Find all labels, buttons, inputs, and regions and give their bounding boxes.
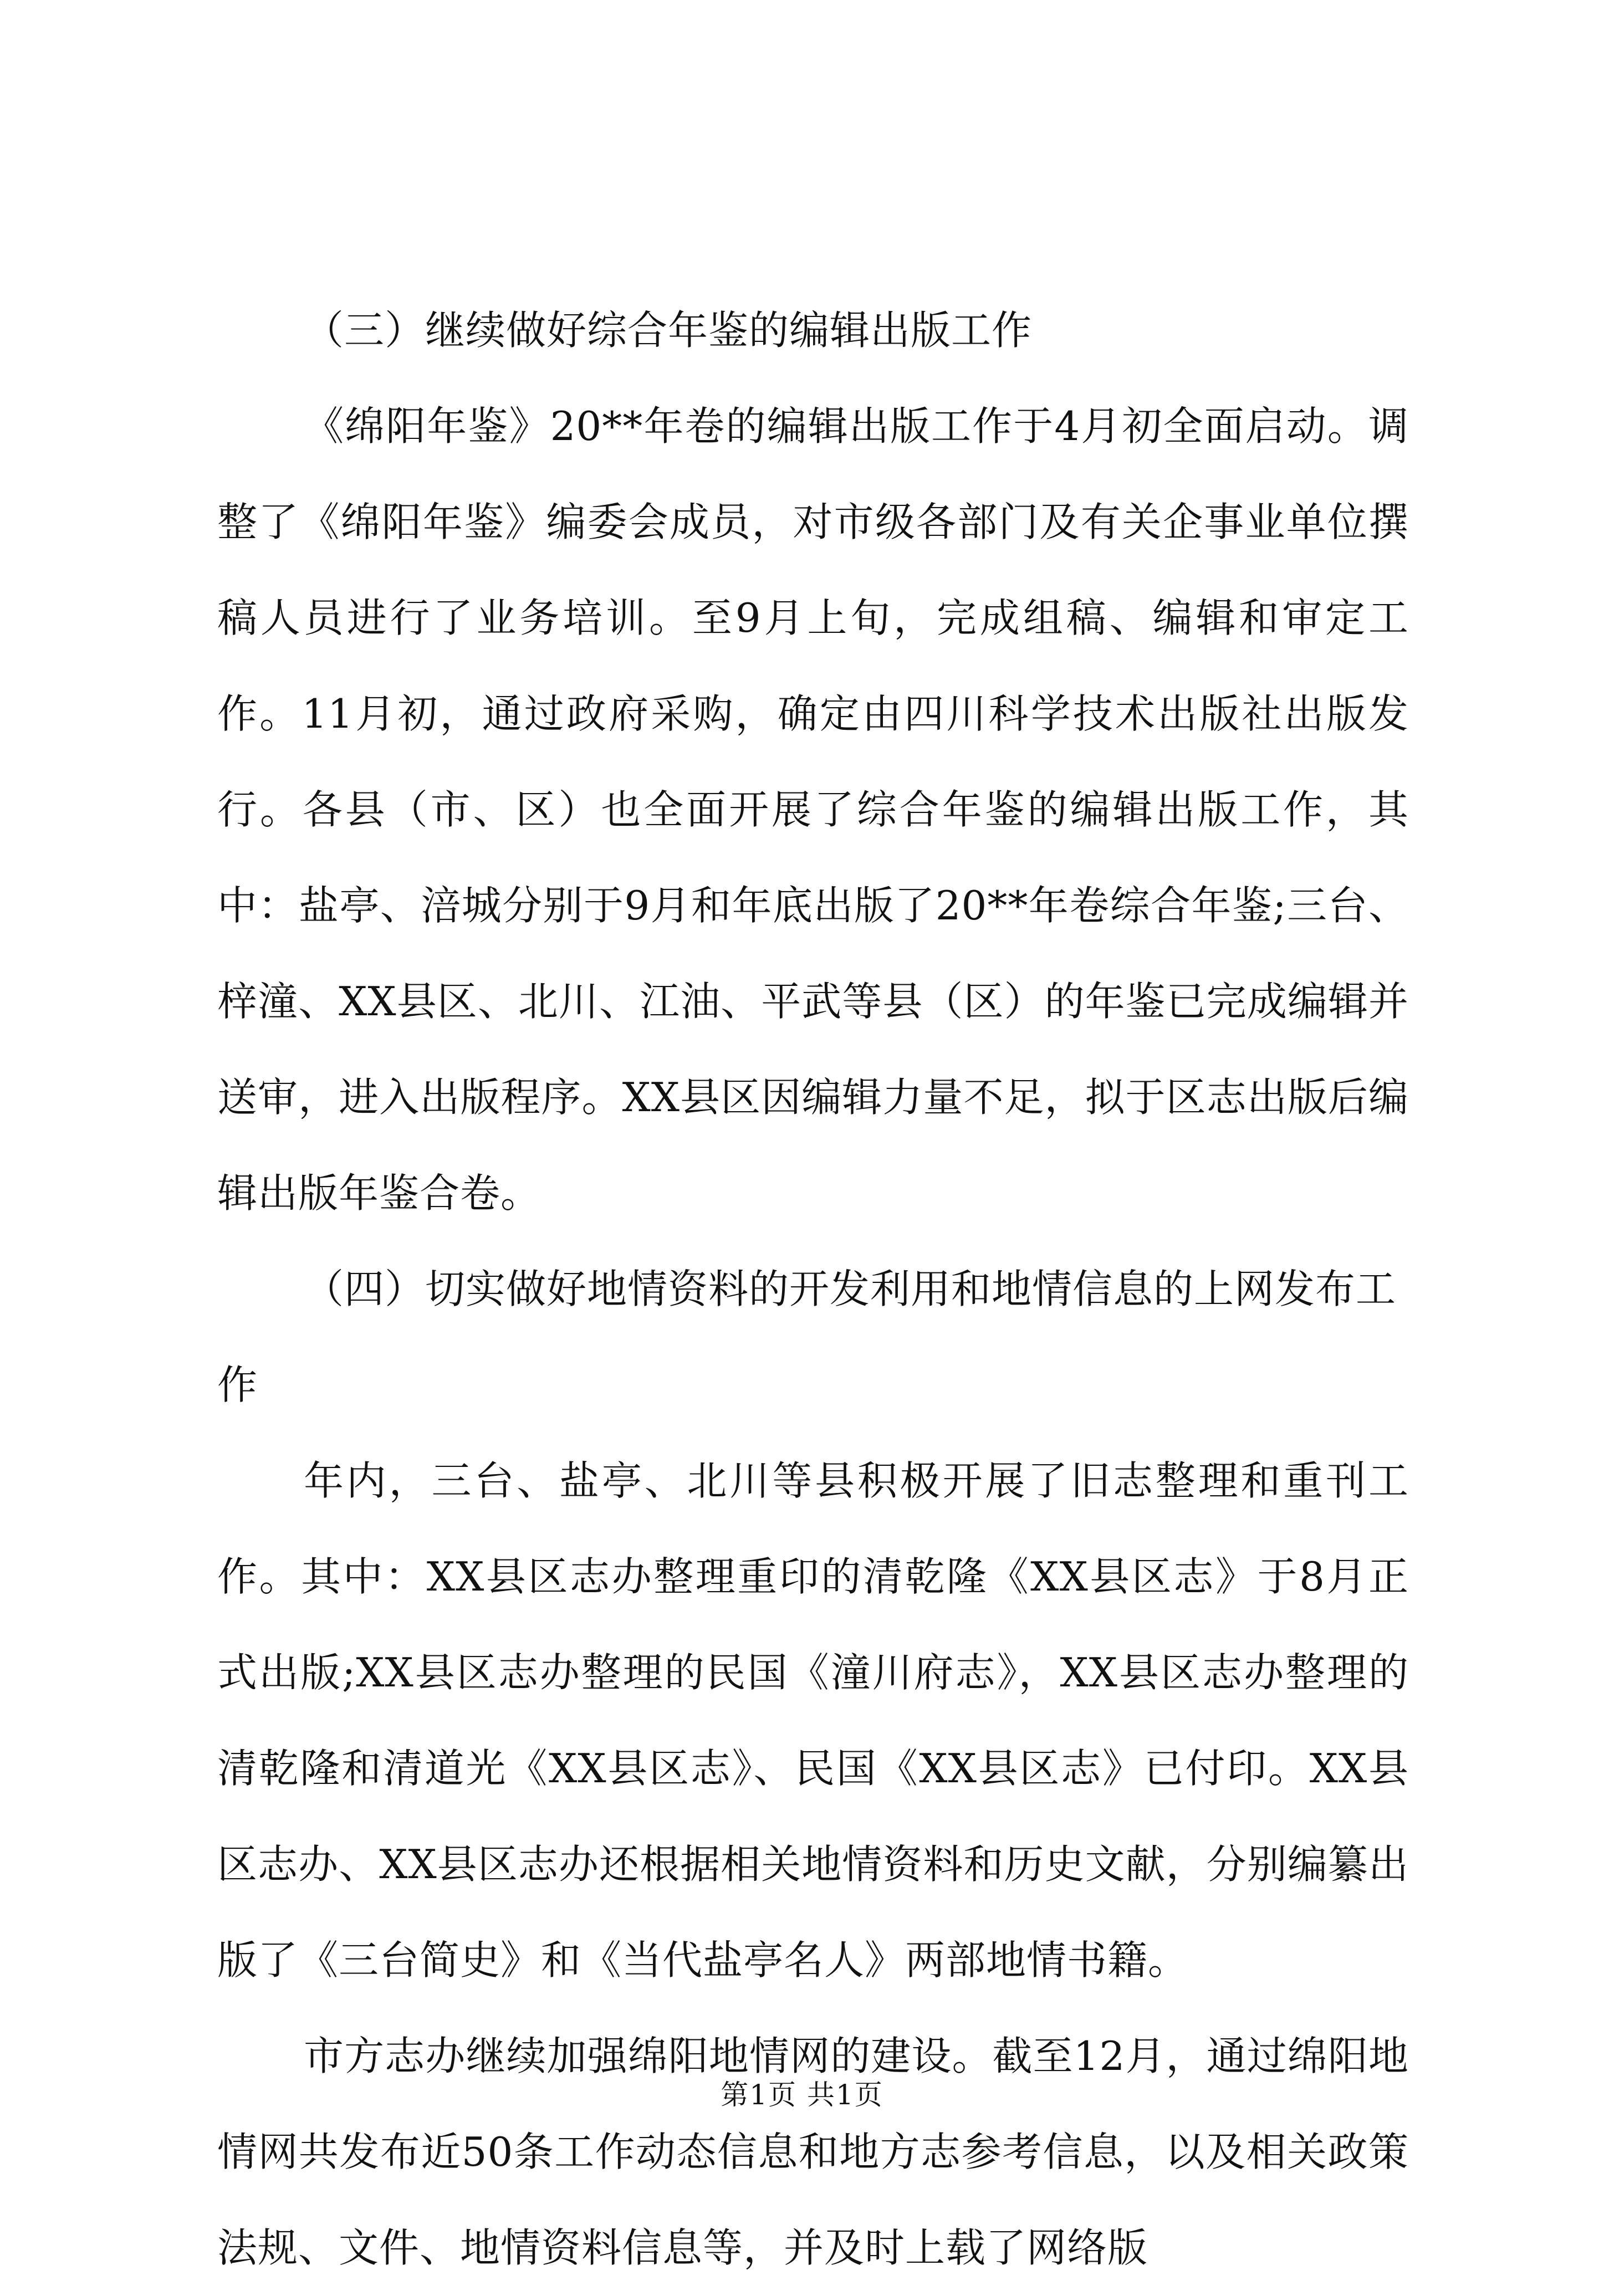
document-body — [217, 283, 1409, 2296]
section-heading-3: （三）继续做好综合年鉴的编辑出版工作 — [304, 307, 1033, 354]
section-heading-4: （四）切实做好地情资料的开发利用和地情信息的上网发布工作 — [217, 1266, 1397, 1408]
paragraph-website: 市方志办继续加强绵阳地情网的建设。截至12月，通过绵阳地情网共发布近50条工作动态信息和地方志参考信息，以及相关政策法规、文件、地情资料信息等，并及时上载了网络版 — [217, 2033, 1409, 2271]
paragraph-yearbook: 《绵阳年鉴》20**年卷的编辑出版工作于4月初全面启动。调整了《绵阳年鉴》编委会成员，对市级各部门及有关企事业单位撰稿人员进行了业务培训。至9月上旬，完成组稿、编辑和审定工作。11月初，通过政府采购，确定由四川科学技术出版社出版发行。各县（市、区）也全面开展了综合年鉴的编辑出版工作，其中：盐亭、涪城分别于9月和年底出版了20**年卷综合年鉴;三台、梓潼、XX县区、北川、江油、平武等县（区）的年鉴已完成编辑并送审，进入出版程序。XX县区因编辑力量不足，拟于区志出版后编辑出版年鉴合卷。 — [217, 403, 1409, 1216]
page-footer: 第1页 共1页 — [721, 2079, 883, 2111]
paragraph-old-records: 年内，三台、盐亭、北川等县积极开展了旧志整理和重刊工作。其中：XX县区志办整理重印的清乾隆《XX县区志》于8月正式出版;XX县区志办整理的民国《潼川府志》，XX县区志办整理的清乾隆和清道光《XX县区志》、民国《XX县区志》已付印。XX县区志办、XX县区志办还根据相关地情资料和历史文献，分别编纂出版了《三台简史》和《当代盐亭名人》两部地情书籍。 — [217, 1458, 1409, 1983]
